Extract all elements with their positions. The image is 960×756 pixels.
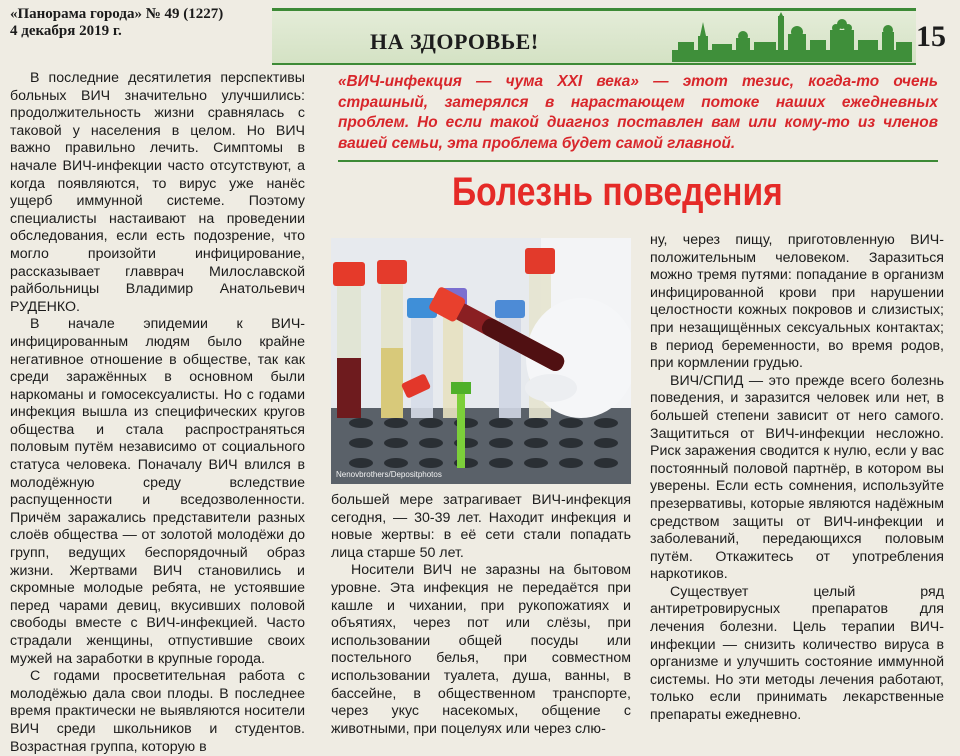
paragraph: Существует целый ряд антиретровирусных препаратов для лечения болезни. Цель терапии ВИЧ-инфекции — снизить количество вируса в организме и улучшить состояние иммунной системы. Но эти методы лечения работают, только если принимать лекарственные препараты ежедневно. — [650, 583, 944, 724]
section-rubric: НА ЗДОРОВЬЕ! — [370, 29, 539, 54]
article-column-2 — [331, 492, 631, 738]
article-column-1 — [10, 70, 305, 756]
blood-test-tubes-illustration — [331, 238, 631, 484]
paragraph: В начале эпидемии к ВИЧ-инфицированным людям было крайне негативное отношение в обществе, так как среди заражённых в основном были наркоманы и гомосексуалисты. Но с годами инфекция вышла из специфических кругов общества и стала распространяться половым путём независимо от социального статуса человека. Поначалу ВИЧ влился в молодёжную среду вследствие распущенности и вседозволенности. Причём заражались представители разных слоёв общества — от золотой молодёжи до групп, ведущих беспорядочный образ жизни. Жертвами ВИЧ становились и скромные молодые ребята, не устоявшие перед чарами девиц, вкусивших половой свободы вместе с ВИЧ-инфекцией. Часто страдали женщины, отпустившие своих мужей на заработки в крупные города. — [10, 316, 305, 667]
photo-credit: Nenovbrothers/Depositphotos — [336, 470, 442, 479]
article-photo — [331, 238, 631, 484]
article-headline: Болезнь поведения — [452, 170, 783, 214]
paragraph: В последние десятилетия перспективы больных ВИЧ значительно улучшились: продолжительность жизни сравнялась с таковой у населения в целом. Но ВИЧ важно правильно лечить. Симптомы в начале ВИЧ-инфекции часто отсутствуют, а когда появляются, то вирус уже нанёс ущерб иммунной системе. Поэтому специалисты настаивают на проведении обследования, если есть подозрение, что могло произойти инфицирование, рассказывает главврач Милославской райбольницы Владимир Анатольевич РУДЕНКО. — [10, 70, 305, 315]
article-lead: «ВИЧ-инфекция — чума XXI века» — этот тезис, когда-то очень страшный, затерялся в нарастающем потоке наших ежедневных проблем. Но если такой диагноз поставлен вам или кому-то из членов вашей семьи, эта проблема будет самой главной. — [338, 73, 938, 152]
paragraph: С годами просветительная работа с молодёжью дала свои плоды. В последнее время практически не выявляются носители ВИЧ среди школьников и студентов. Возрастная группа, которую в — [10, 668, 305, 755]
page-number: 15 — [916, 20, 946, 53]
newspaper-title: «Панорама города» № 49 (1227) — [10, 6, 224, 22]
lead-divider — [338, 160, 938, 162]
paragraph: ВИЧ/СПИД — это прежде всего болезнь поведения, и заразится человек или нет, в большей степени зависит от него самого. Защититься от ВИЧ-инфекции несложно. Риск заражения сводится к нулю, если у вас постоянный половой партнёр, в котором вы уверены. Если есть сомнения, используйте презервативы, которые являются надёжным средством защиты от ВИЧ-инфекции и заболеваний, передающихся половым путём. Откажитесь от употребления наркотиков. — [650, 372, 944, 583]
paragraph: большей мере затрагивает ВИЧ-инфекция сегодня, — 30-39 лет. Находит инфекция и новые жертвы: в её сети стали попадать лица старше 50 лет. — [331, 492, 631, 561]
issue-date: 4 декабря 2019 г. — [10, 23, 122, 39]
city-skyline-icon — [672, 12, 912, 62]
paragraph: Носители ВИЧ не заразны на бытовом уровне. Эта инфекция не передаётся при кашле и чихании, при рукопожатиях и объятиях, через пот или слёзы, при использовании общей посуды или постельного белья, при совместном использовании туалета, душа, ванны, в бассейне, в общественном транспорте, через укус насекомых, общение с животными, при поцелуях или через слю- — [331, 562, 631, 737]
masthead — [10, 6, 272, 40]
paragraph: ну, через пищу, приготовленную ВИЧ-положительным человеком. Заразиться можно тремя путями: попадание в организм инфицированной крови при нарушении целостности кожных покровов и слизистых; при незащищённых сексуальных контактах; в период беременности, во время родов, при кормлении грудью. — [650, 232, 944, 372]
article-column-3 — [650, 232, 944, 725]
